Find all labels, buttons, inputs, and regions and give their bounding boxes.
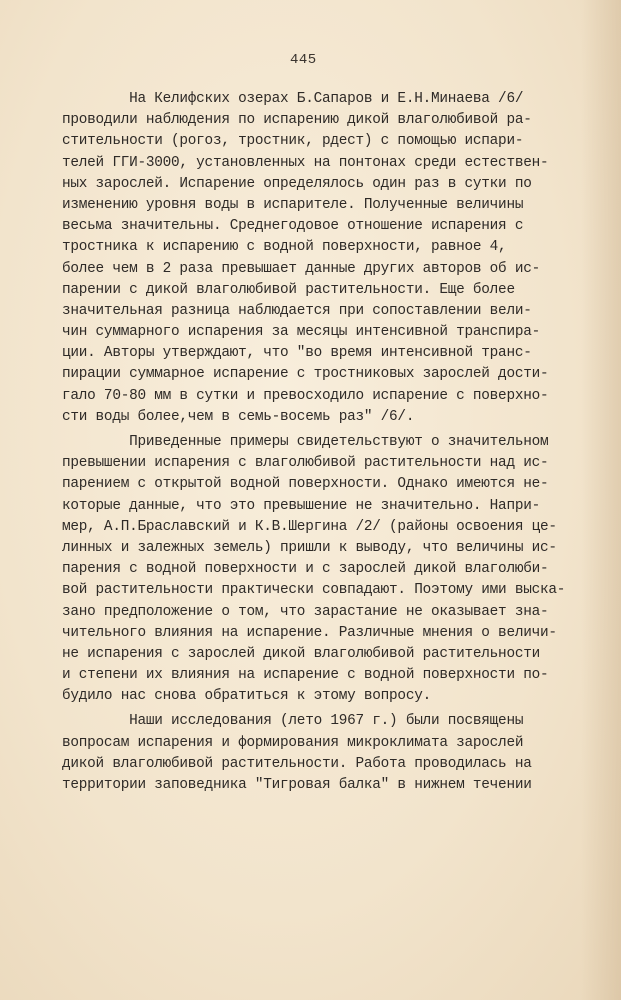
text-line: весьма значительны. Среднегодовое отношение испарения с — [62, 218, 524, 235]
text-line: телей ГГИ-3000, установленных на понтонах среди естествен- — [62, 154, 549, 171]
text-line: проводили наблюдения по испарению дикой влаголюбивой ра- — [62, 112, 532, 129]
text-line: зано предположение о том, что зарастание не оказывает зна- — [62, 603, 549, 620]
text-line: сти воды более,чем в семь-восемь раз" /6/. — [62, 408, 415, 425]
paragraph-1 — [62, 89, 552, 428]
text-line: и степени их влияния на испарение с водной поверхности по- — [62, 667, 549, 684]
paragraph-2 — [62, 432, 566, 707]
text-line: изменению уровня воды в испарителе. Полученные величины — [62, 196, 524, 213]
text-line: будило нас снова обратиться к этому вопросу. — [62, 688, 431, 705]
text-line: ции. Авторы утверждают, что "во время интенсивной транс- — [62, 345, 532, 362]
text-line: тростника к испарению с водной поверхности, равное 4, — [62, 239, 507, 256]
text-line: Наши исследования (лето 1967 г.) были посвящены — [62, 713, 524, 730]
text-line: значительная разница наблюдается при сопоставлении вели- — [62, 302, 532, 319]
text-line: гало 70-80 мм в сутки и превосходило испарение с поверхно- — [62, 387, 549, 404]
text-line: линных и залежных земель) пришли к выводу, что величины ис- — [62, 539, 557, 556]
text-line: чительного влияния на испарение. Различные мнения о величи- — [62, 624, 557, 641]
text-line: Приведенные примеры свидетельствуют о значительном — [62, 434, 549, 450]
text-line: не испарения с зарослей дикой влаголюбивой растительности — [62, 645, 540, 662]
text-line: вой растительности практически совпадают. Поэтому ими выска- — [62, 582, 566, 599]
page-number: 445 — [290, 52, 317, 68]
text-line: парения с водной поверхности и с зарослей дикой влаголюби- — [62, 561, 549, 578]
text-line: дикой влаголюбивой растительности. Работа проводилась на — [62, 755, 532, 772]
text-line: территории заповедника "Тигровая балка" в нижнем течении — [62, 777, 532, 793]
text-line: вопросам испарения и формирования микроклимата зарослей — [62, 734, 524, 751]
text-line: стительности (рогоз, тростник, рдест) с помощью испари- — [62, 133, 524, 150]
text-line: мер, А.П.Браславский и К.В.Шергина /2/ (районы освоения це- — [62, 518, 557, 535]
text-line: парением с открытой водной поверхности. Однако имеются не- — [62, 476, 549, 493]
text-line: На Келифских озерах Б.Сапаров и Е.Н.Минаева /6/ — [62, 91, 524, 107]
text-line: которые данные, что это превышение не значительно. Напри- — [62, 497, 540, 514]
body-text — [62, 89, 566, 796]
text-line: парении с дикой влаголюбивой растительности. Еще более — [62, 281, 515, 298]
text-line: ных зарослей. Испарение определялось один раз в сутки по — [62, 175, 532, 192]
paragraph-3 — [62, 711, 552, 796]
text-line: более чем в 2 раза превышает данные других авторов об ис- — [62, 260, 540, 277]
text-line: превышении испарения с влаголюбивой растительности над ис- — [62, 455, 549, 472]
text-line: чин суммарного испарения за месяцы интенсивной транспира- — [62, 324, 540, 341]
text-line: пирации суммарное испарение с тростниковых зарослей дости- — [62, 366, 549, 383]
